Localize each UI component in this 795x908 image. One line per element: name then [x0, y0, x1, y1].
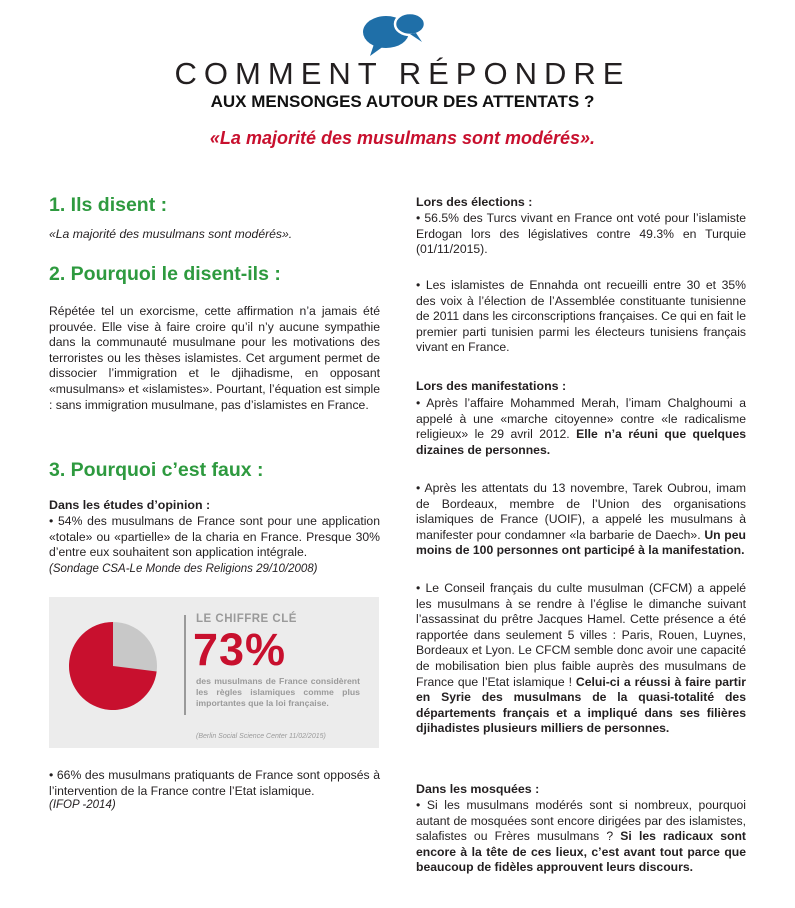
- pie-chart: [68, 621, 158, 711]
- section-3-heading: 3. Pourquoi c’est faux :: [49, 459, 264, 481]
- manifestations-paragraph-3: • Le Conseil français du culte musulman (CFCM) a appelé les musulmans à se rendre à l’église le dimanche suivant l’assassinat du prêtre Jacques Hamel. Cette présence a été rapportée dans seulement 5 villes : Paris, Rouen, Luynes, Bordeaux et Lyon. Le CFCM semble donc avoir une capacité de mobilisation bien plus faible auprès des musulmans de France que l’Etat islamique ! Celui-ci a réussi à faire partir en Syrie des musulmans de la quasi-totalité des départements français et a impliqué dans ses filières djihadistes plusieurs milliers de personnes.: [416, 581, 746, 736]
- speech-bubbles-icon: [360, 8, 430, 58]
- figure-source: (Berlin Social Science Center 11/02/2015): [196, 733, 326, 740]
- ifop-text: • 66% des musulmans pratiquants de France sont opposés à l’intervention de la France contre l’Etat islamique.: [49, 768, 380, 798]
- elections-paragraph-1: • 56.5% des Turcs vivant en France ont voté pour l’islamiste Erdogan lors des législatives contre 49.3% en Turquie (01/11/2015).: [416, 211, 746, 257]
- page-subtitle: AUX MENSONGES AUTOUR DES ATTENTATS ?: [210, 92, 595, 111]
- figure-number: 73%: [193, 624, 287, 675]
- elections-paragraph-2: • Les islamistes de Ennahda ont recueilli entre 30 et 35% des voix à l’élection de l’Assemblée constituante tunisienne de 2011 dans les circonscriptions françaises. Ce qui en fait le premier parti tunisien parmi les électeurs tunisiens français vivant en France.: [416, 278, 746, 355]
- polls-source: (Sondage CSA-Le Monde des Religions 29/10/2008): [49, 563, 318, 575]
- page-title: COMMENT RÉPONDRE: [174, 56, 631, 91]
- manifestations-paragraph-2: • Après les attentats du 13 novembre, Tarek Oubrou, imam de Bordeaux, membre de l’Union des organisations islamiques de France (UOIF), a appelé les musulmans à manifester pour condamner «la barbarie de Daech». Un peu moins de 100 personnes ont participé à la manifestation.: [416, 481, 746, 558]
- section-1-heading: 1. Ils disent :: [49, 194, 168, 216]
- elections-subheading: Lors des élections :: [416, 195, 533, 209]
- quoted-claim: «La majorité des musulmans sont modérés».: [209, 128, 596, 148]
- section-2-heading: 2. Pourquoi le disent-ils :: [49, 263, 281, 285]
- ifop-source: (IFOP -2014): [49, 799, 116, 811]
- key-figure-box: [49, 597, 379, 748]
- section-1-text: «La majorité des musulmans sont modérés».: [49, 227, 293, 241]
- figure-divider: [184, 615, 186, 715]
- figure-description: des musulmans de France considèrent les règles islamiques comme plus importantes que la loi française.: [196, 676, 360, 708]
- mosques-subheading: Dans les mosquées :: [416, 782, 540, 796]
- section-2-text: Répétée tel un exorcisme, cette affirmation n’a jamais été prouvée. Elle vise à faire croire qu’il n’y aucune sympathie dans la communauté musulmane pour les motivations des terroristes ou les thèses islamistes. Cet argument permet de dissocier l’immigration et le djihadisme, en opposant «musulmans» et «islamistes». Pourtant, l’équation est simple : sans immigration musulmane, pas d’islamistes en France.: [49, 304, 380, 412]
- mosques-paragraph: • Si les musulmans modérés sont si nombreux, pourquoi autant de mosquées sont encore dirigées par des islamistes, salafistes ou Frères musulmans ? Si les radicaux sont encore à la tête de ces lieux, c’est avant tout parce que beaucoup de fidèles approuvent leurs discours.: [416, 798, 746, 875]
- manifestations-subheading: Lors des manifestations :: [416, 379, 567, 393]
- polls-text: • 54% des musulmans de France sont pour une application «totale» ou «partielle» de la charia en France. Presque 30% d’entre eux souhaitent son application intégrale.: [49, 514, 380, 560]
- polls-subheading: Dans les études d’opinion :: [49, 498, 211, 512]
- figure-label: LE CHIFFRE CLÉ: [196, 613, 297, 625]
- manifestations-paragraph-1: • Après l’affaire Mohammed Merah, l’imam Chalghoumi a appelé à une «marche citoyenne» contre «le radicalisme religieux» le 29 avril 2012. Elle n’a réuni que quelques dizaines de personnes.: [416, 396, 747, 457]
